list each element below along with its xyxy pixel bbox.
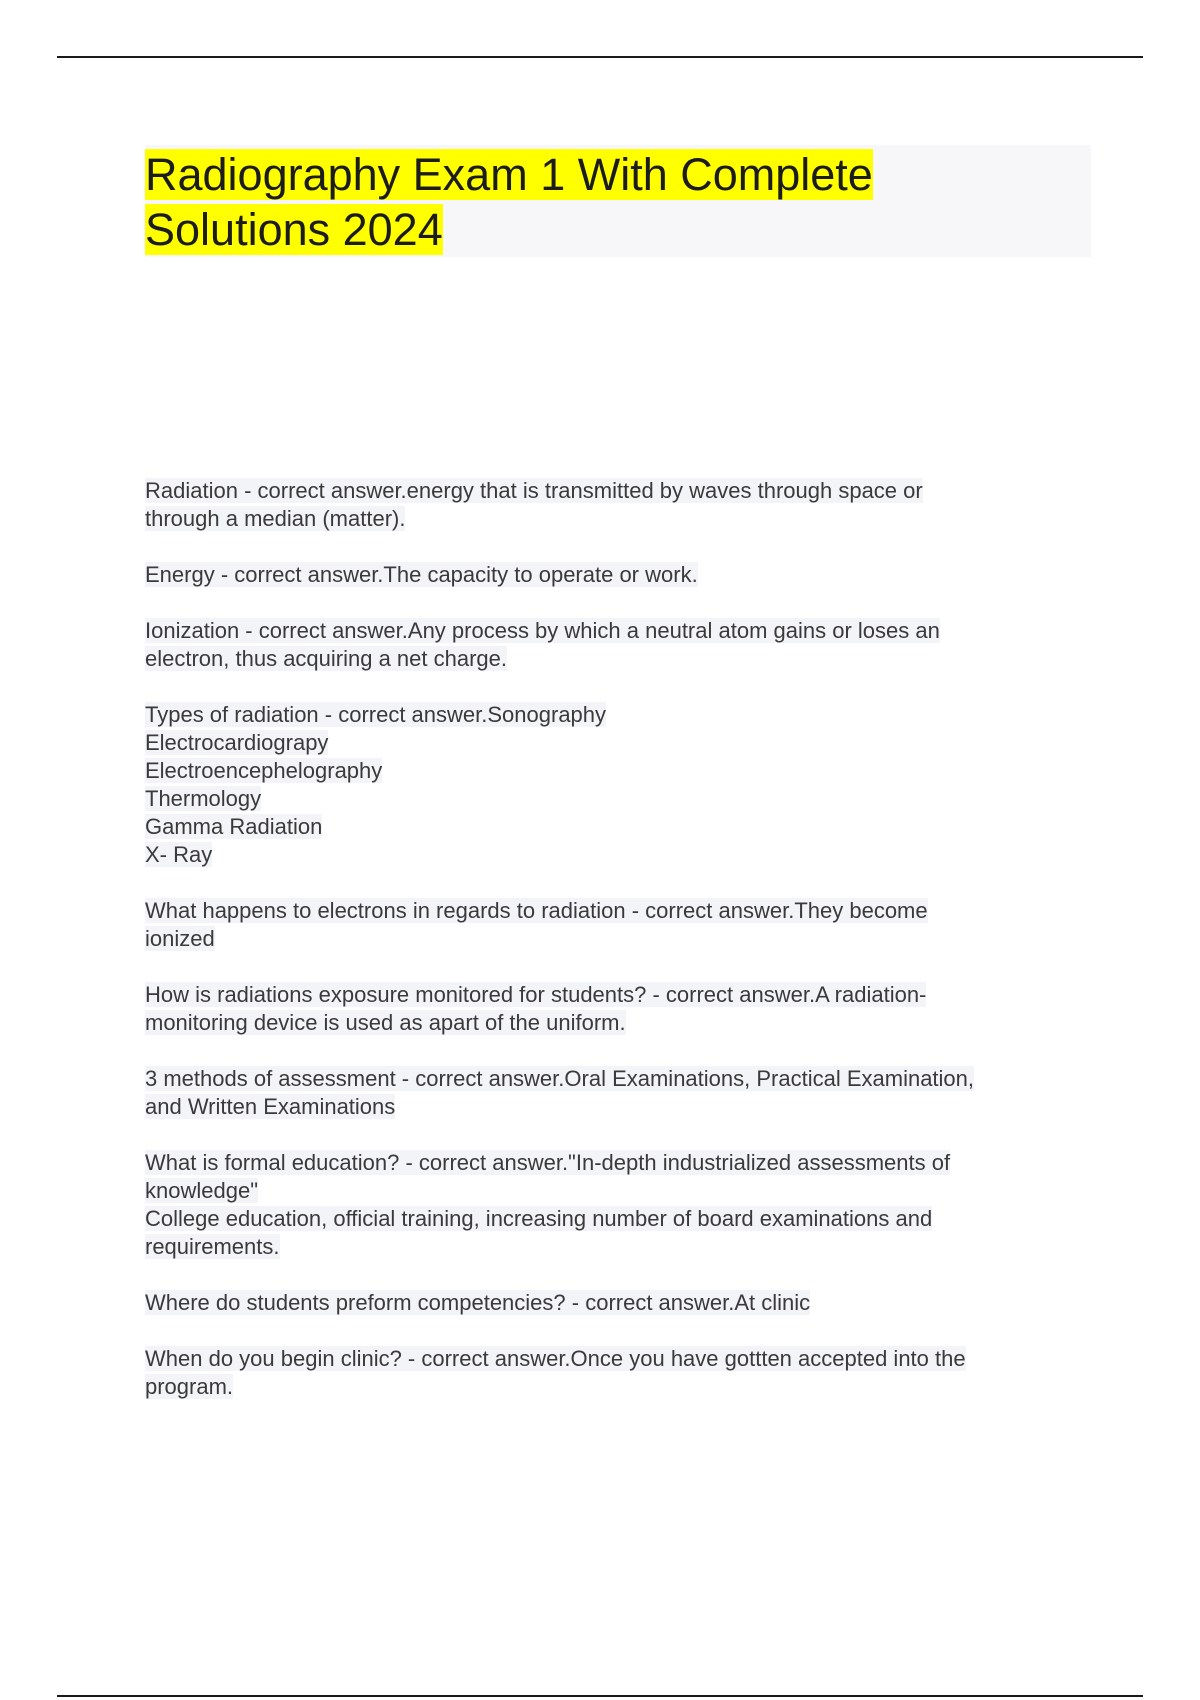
qa-item [145, 897, 1085, 953]
qa-item [145, 1065, 1085, 1121]
top-rule [57, 56, 1143, 58]
qa-text: 3 methods of assessment - correct answer.Oral Examinations, Practical Examination, and Written Examinations [145, 1066, 975, 1119]
qa-text: What happens to electrons in regards to radiation - correct answer.They become ionized [145, 898, 928, 951]
qa-item [145, 1289, 1085, 1317]
qa-text: What is formal education? - correct answer."In-depth industrialized assessments of knowledge" College education, official training, increasing number of board examinations and requirements. [145, 1150, 951, 1259]
document-title [145, 145, 1091, 257]
qa-item [145, 1149, 1085, 1261]
qa-text: Types of radiation - correct answer.Sonography Electrocardiograpy Electroencephelography Thermology Gamma Radiation X- Ray [145, 702, 607, 867]
qa-text: When do you begin clinic? - correct answer.Once you have gottten accepted into the program. [145, 1346, 966, 1399]
qa-item [145, 701, 1085, 869]
qa-item [145, 981, 1085, 1037]
bottom-rule [57, 1695, 1143, 1697]
qa-item [145, 617, 1085, 673]
title-block [145, 145, 1091, 257]
qa-list [145, 477, 1085, 1429]
qa-text: Energy - correct answer.The capacity to operate or work. [145, 562, 698, 587]
qa-text: Ionization - correct answer.Any process by which a neutral atom gains or loses an electron, thus acquiring a net charge. [145, 618, 940, 671]
qa-item [145, 477, 1085, 533]
title-line-1: Radiography Exam 1 With Complete [145, 149, 873, 200]
qa-text: How is radiations exposure monitored for students? - correct answer.A radiation- monitoring device is used as apart of the uniform. [145, 982, 927, 1035]
qa-text: Where do students preform competencies? - correct answer.At clinic [145, 1290, 811, 1315]
qa-item [145, 561, 1085, 589]
title-line-2: Solutions 2024 [145, 204, 443, 255]
qa-text: Radiation - correct answer.energy that is transmitted by waves through space or through a median (matter). [145, 478, 923, 531]
qa-item [145, 1345, 1085, 1401]
